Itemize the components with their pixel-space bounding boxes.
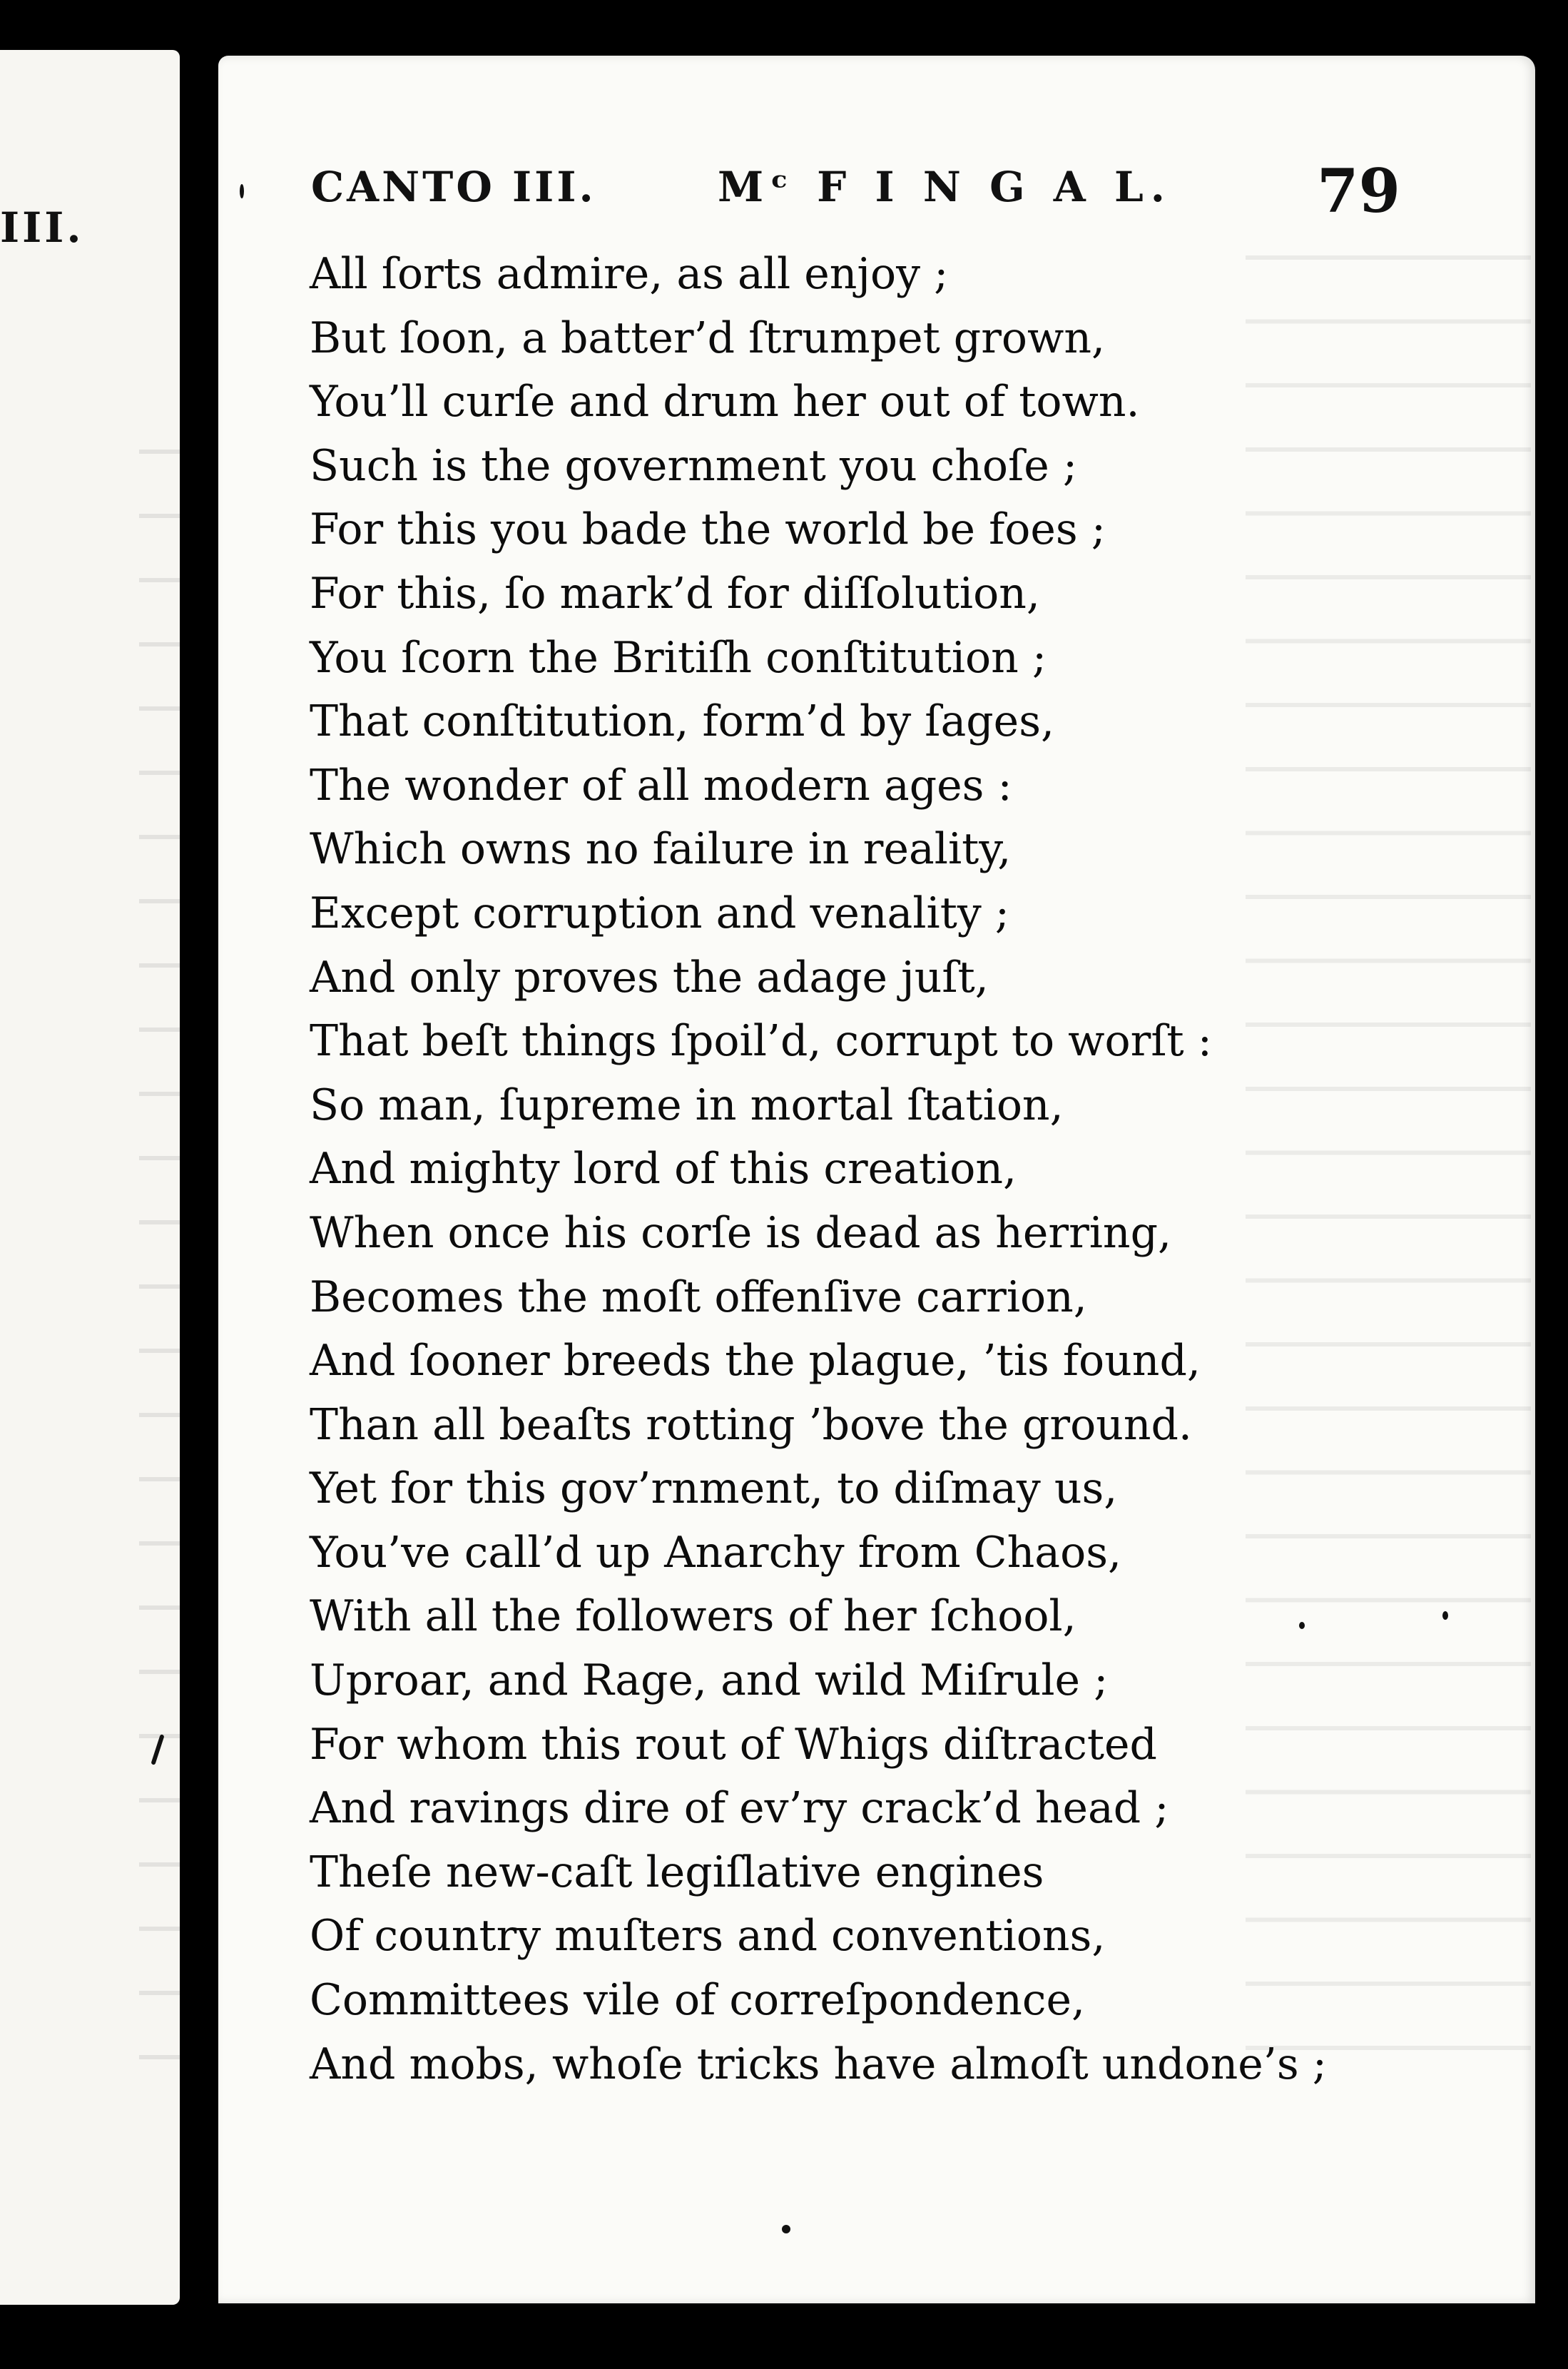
verse-line: And only proves the adage juſt, xyxy=(310,952,989,1003)
facing-page-running-head: III. xyxy=(0,203,84,252)
running-head-title: Mᶜ F I N G A L. xyxy=(718,163,1172,211)
verse-line: Which owns no failure in reality, xyxy=(310,824,1012,875)
verse-line: That beſt things ſpoil’d, corrupt to worſt : xyxy=(310,1016,1212,1067)
ink-speck xyxy=(1299,1622,1305,1629)
verse-line: So man, ſupreme in mortal ſtation, xyxy=(310,1080,1064,1130)
verse-line: And ravings dire of ev’ry crack’d head ; xyxy=(310,1783,1169,1834)
facing-page xyxy=(0,50,180,2305)
verse-block xyxy=(310,243,1327,2096)
verse-line: Than all beaſts rotting ’bove the ground. xyxy=(310,1399,1192,1450)
ink-speck xyxy=(240,184,244,198)
book-page xyxy=(218,56,1535,2303)
page-number: 79 xyxy=(1317,156,1400,226)
verse-line: And mighty lord of this creation, xyxy=(310,1144,1017,1194)
ink-speck xyxy=(1442,1611,1448,1620)
verse-line: Committees vile of correſpondence, xyxy=(310,1975,1086,2026)
page-bottom-shadow xyxy=(218,2303,1535,2369)
verse-line: Of country muſters and conventions, xyxy=(310,1911,1106,1962)
verse-line: Becomes the moſt offenſive carrion, xyxy=(310,1272,1087,1322)
running-head-canto: CANTO III. xyxy=(311,163,596,211)
verse-line: Yet for this gov’rnment, to diſmay us, xyxy=(310,1463,1118,1514)
page-gutter xyxy=(180,50,218,2305)
ink-speck xyxy=(782,2225,790,2233)
verse-line: With all the followers of her ſchool, xyxy=(310,1591,1076,1642)
verse-line: And ſooner breeds the plague, ’tis found, xyxy=(310,1336,1201,1386)
verse-line: You’ve call’d up Anarchy from Chaos, xyxy=(310,1527,1122,1578)
verse-line: You ſcorn the Britiſh conſtitution ; xyxy=(310,632,1047,683)
verse-line: Except corruption and venality ; xyxy=(310,888,1010,938)
verse-line: For this you bade the world be foes ; xyxy=(310,504,1106,555)
verse-line: The wonder of all modern ages : xyxy=(310,760,1012,811)
verse-line: For whom this rout of Whigs diſtracted xyxy=(310,1719,1157,1770)
verse-line: Theſe new-caſt legiſlative engines xyxy=(310,1847,1044,1897)
verse-line: When once his corſe is dead as herring, xyxy=(310,1207,1172,1258)
verse-line: And mobs, whoſe tricks have almoſt undone’s ; xyxy=(310,2039,1327,2089)
verse-line: Uproar, and Rage, and wild Miſrule ; xyxy=(310,1655,1109,1706)
verse-line: But ſoon, a batter’d ſtrumpet grown, xyxy=(310,313,1106,363)
verse-line: Such is the government you choſe ; xyxy=(310,440,1078,491)
facing-page-bleed xyxy=(139,450,182,2091)
verse-line: All ſorts admire, as all enjoy ; xyxy=(310,249,949,299)
verse-line: That conſtitution, form’d by ſages, xyxy=(310,696,1055,747)
running-head xyxy=(218,156,1535,227)
verse-line: For this, ſo mark’d for diſſolution, xyxy=(310,568,1040,619)
verse-line: You’ll curſe and drum her out of town. xyxy=(310,377,1140,427)
